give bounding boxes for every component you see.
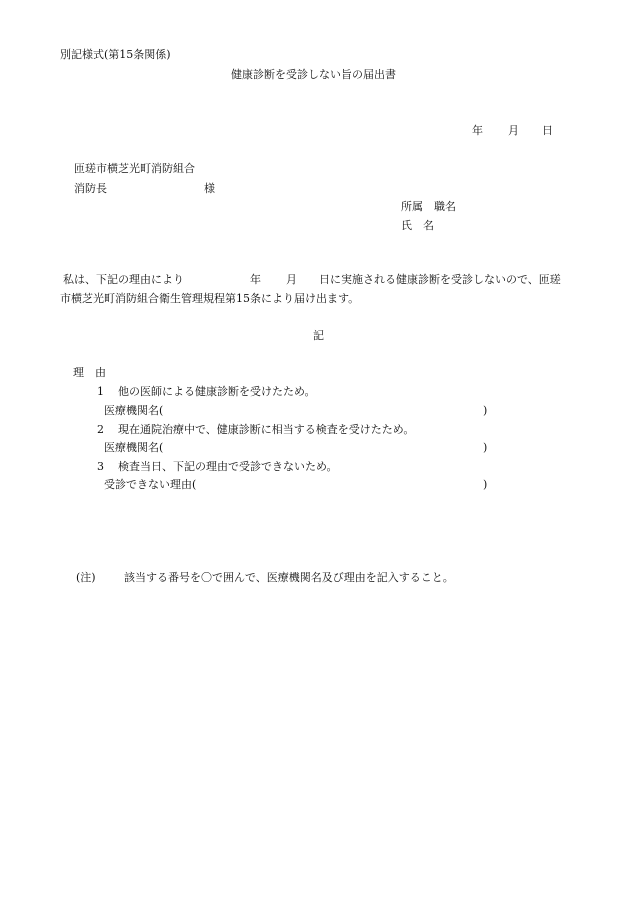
addressee-org: 匝瑳市横芝光町消防組合 bbox=[74, 162, 195, 175]
applicant-affiliation-title: 所属 職名 bbox=[401, 200, 456, 213]
note-text: 該当する番号を〇で囲んで、医療機関名及び理由を記入すること。 bbox=[124, 571, 454, 584]
ki-heading: 記 bbox=[313, 329, 324, 342]
reason-number: 3 bbox=[97, 460, 104, 473]
body-paragraph bbox=[60, 270, 582, 308]
reason-field-close: ) bbox=[483, 404, 488, 417]
body-line1-end: 日に実施される健康診断を受診しないので、匝瑳 bbox=[319, 273, 561, 286]
body-line-1 bbox=[60, 270, 582, 289]
reason-field-label: 医療機関名( bbox=[104, 404, 164, 417]
body-line1-year: 年 bbox=[250, 273, 261, 286]
reason-number: 2 bbox=[97, 423, 104, 436]
reason-number: 1 bbox=[97, 385, 104, 398]
note-label: (注) bbox=[76, 571, 96, 584]
applicant-name: 氏 名 bbox=[401, 219, 434, 232]
body-line1-month: 月 bbox=[286, 273, 297, 286]
reason-field-label: 受診できない理由( bbox=[104, 478, 197, 491]
reason-field-label: 医療機関名( bbox=[104, 441, 164, 454]
form-label: 別記様式(第15条関係) bbox=[60, 48, 171, 61]
reason-field-close: ) bbox=[483, 478, 488, 491]
body-line-2: 市横芝光町消防組合衛生管理規程第15条により届け出ます。 bbox=[60, 292, 360, 305]
document-title: 健康診断を受診しない旨の届出書 bbox=[231, 68, 396, 81]
date-month: 月 bbox=[508, 124, 519, 137]
addressee-chief: 消防長 bbox=[74, 182, 107, 195]
reason-heading: 理 由 bbox=[73, 366, 106, 379]
reason-text: 他の医師による健康診断を受けたため。 bbox=[118, 385, 316, 398]
reason-field-close: ) bbox=[483, 441, 488, 454]
reason-text: 現在通院治療中で、健康診断に相当する検査を受けたため。 bbox=[118, 423, 415, 436]
reason-text: 検査当日、下記の理由で受診できないため。 bbox=[118, 460, 338, 473]
date-day: 日 bbox=[542, 124, 553, 137]
body-line1-start: 私は、下記の理由により bbox=[63, 273, 184, 286]
addressee-honorific: 様 bbox=[204, 182, 215, 195]
date-year: 年 bbox=[472, 124, 483, 137]
